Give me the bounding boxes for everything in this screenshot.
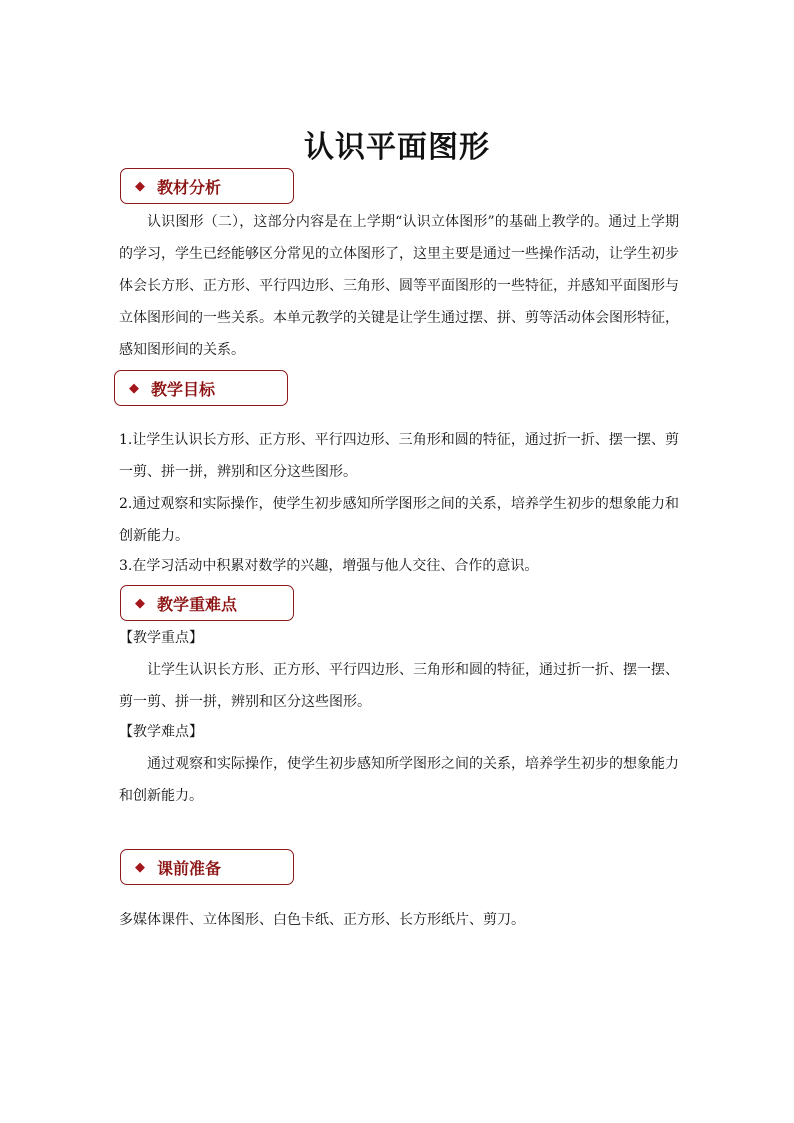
- section-header-goals: [114, 370, 288, 406]
- diamond-bullet-icon: ◆: [135, 859, 145, 875]
- section-header-keypoints: [120, 585, 294, 621]
- goal-item-1: 1.让学生认识长方形、正方形、平行四边形、三角形和圆的特征，通过折一折、摆一摆、剪一剪、拼一拼，辨别和区分这些图形。: [119, 432, 679, 480]
- section-header-prep: [120, 849, 294, 885]
- section-label: 教学目标: [151, 379, 216, 399]
- focus-paragraph: 让学生认识长方形、正方形、平行四边形、三角形和圆的特征，通过折一折、摆一摆、剪一剪、拼一拼，辨别和区分这些图形。: [119, 662, 679, 710]
- difficulty-heading: 【教学难点】: [119, 724, 203, 740]
- section-label: 教材分析: [157, 177, 222, 197]
- section-label: 课前准备: [157, 858, 222, 878]
- section-header-analysis: [120, 168, 294, 204]
- difficulty-paragraph: 通过观察和实际操作，使学生初步感知所学图形之间的关系，培养学生初步的想象能力和创新能力。: [119, 756, 679, 804]
- goal-item-2: 2.通过观察和实际操作，使学生初步感知所学图形之间的关系，培养学生初步的想象能力和创新能力。: [119, 496, 679, 544]
- prep-paragraph: 多媒体课件、立体图形、白色卡纸、正方形、长方形纸片、剪刀。: [119, 912, 525, 928]
- goal-item-3: 3.在学习活动中积累对数学的兴趣，增强与他人交往、合作的意识。: [119, 558, 539, 574]
- diamond-bullet-icon: ◆: [135, 595, 145, 611]
- section-label: 教学重难点: [157, 594, 238, 614]
- diamond-bullet-icon: ◆: [135, 178, 145, 194]
- page-title: 认识平面图形: [304, 130, 490, 165]
- diamond-bullet-icon: ◆: [129, 380, 139, 396]
- focus-heading: 【教学重点】: [119, 630, 203, 646]
- analysis-paragraph: 认识图形（二），这部分内容是在上学期“认识立体图形”的基础上教学的。通过上学期的学习，学生已经能够区分常见的立体图形了，这里主要是通过一些操作活动，让学生初步体会长方形、正方形、平行四边形、三角形、圆等平面图形的一些特征，并感知平面图形与立体图形间的一些关系。本单元教学的关键是让学生通过摆、拼、剪等活动体会图形特征，感知图形间的关系。: [119, 214, 679, 358]
